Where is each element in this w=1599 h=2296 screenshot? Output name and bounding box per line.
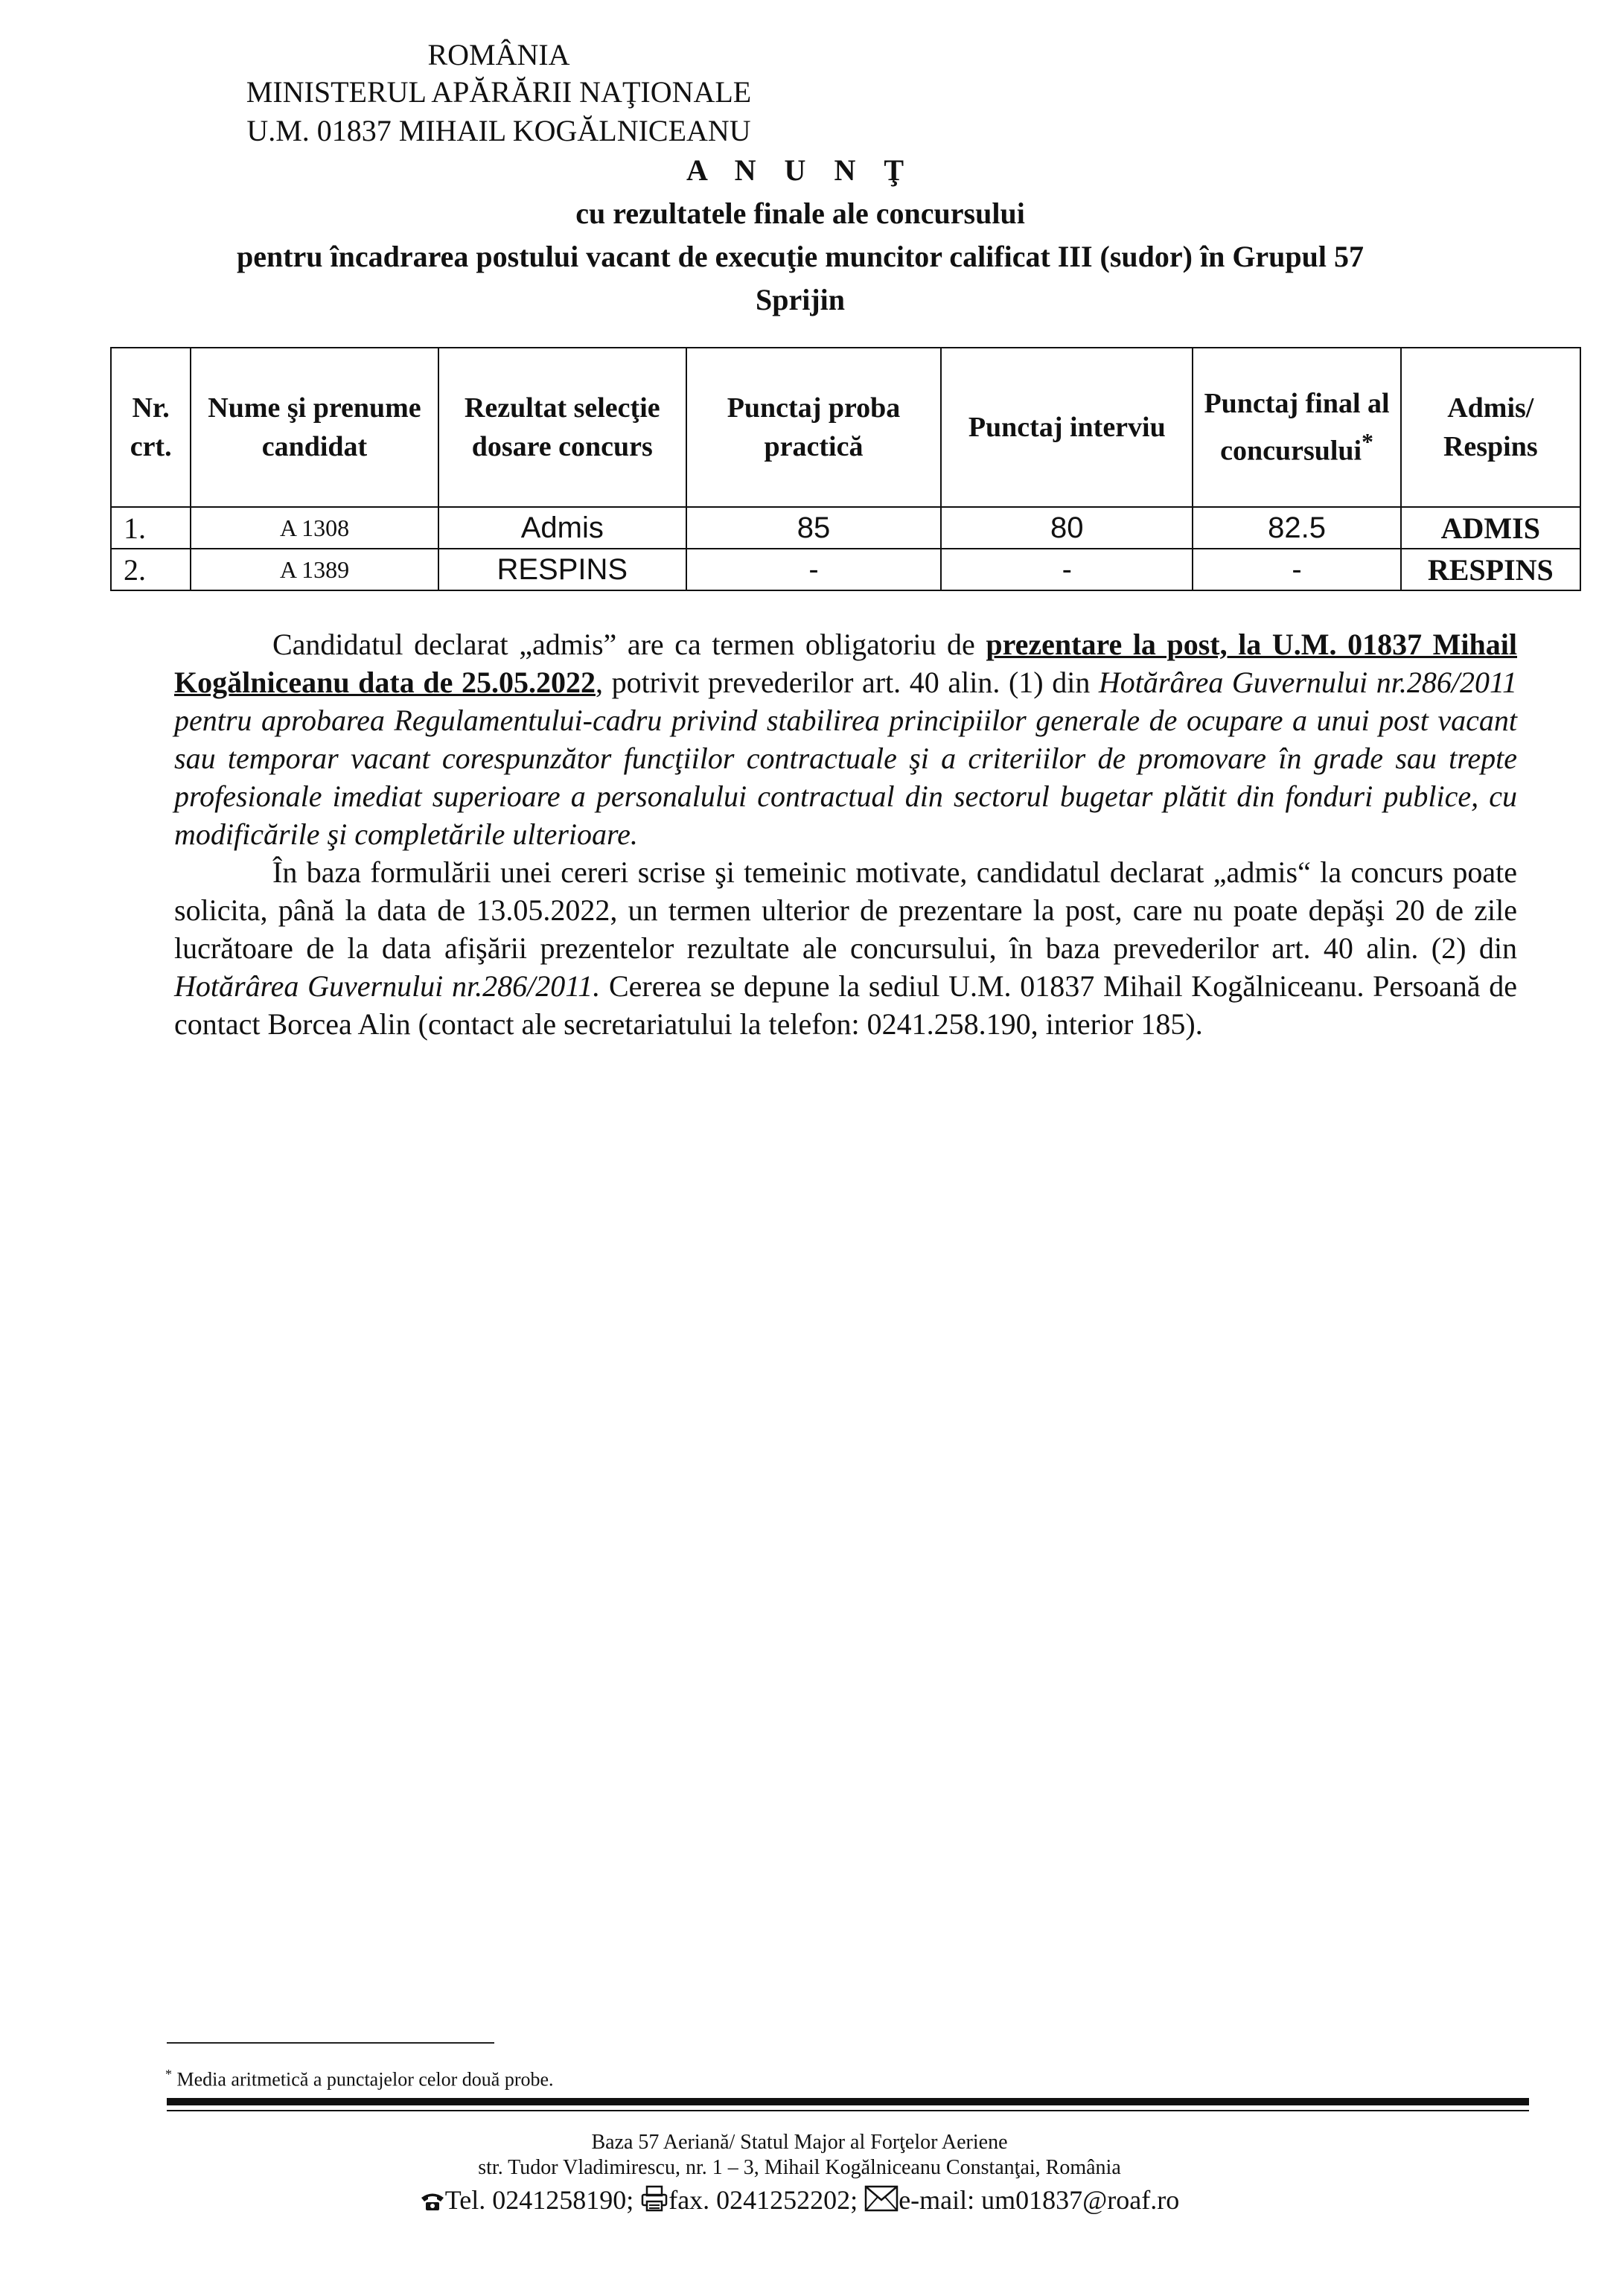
presentation-deadline: prezentare la post, la U.M. 01837 Mihail Kogălniceanu data de 25.05.2022 [174, 628, 1517, 699]
table-row [111, 549, 1580, 590]
footer-divider-thick [167, 2098, 1529, 2105]
paragraph-presentation: Candidatul declarat „admis” are ca termen obligatoriu de prezentare la post, la U.M. 01837 Mihail Kogălniceanu data de 25.05.2022, potrivit prevederilor art. 40 alin. (1) din Hotărârea Guvernului nr.286/2011 pentru aprobarea Regulamentului-cadru privind stabilirea principiilor generale de ocupare a unui post vacant sau temporar vacant corespunzător funcţiilor contractuale şi a criteriilor de promovare în grade sau trepte profesionale imediat superioare a personalului contractual din sectorul bugetar plătit din fonduri publice, cu modificările şi completările ulterioare. [174, 628, 1517, 851]
footer-organization: Baza 57 Aeriană/ Statul Major al Forţelor Aeriene [591, 2131, 1008, 2154]
title-group: Sprijin [755, 283, 846, 316]
cell-nr: 2. [111, 549, 191, 590]
envelope-icon [864, 2185, 899, 2219]
cell-status: ADMIS [1401, 507, 1580, 549]
footer-fax: fax. 0241252202; [668, 2185, 858, 2215]
title-position: pentru încadrarea postului vacant de execuţie muncitor calificat III (sudor) în Grupul 57 [236, 240, 1365, 273]
header-status: Admis/ Respins [1401, 348, 1580, 507]
table-header-row [111, 348, 1580, 507]
header-final: Punctaj final al concursului* [1193, 348, 1400, 507]
header-practical: Punctaj proba practică [686, 348, 941, 507]
cell-candidate-code: A 1389 [191, 549, 438, 590]
cell-final: 82.5 [1193, 507, 1400, 549]
legal-reference: Hotărârea Guvernului nr.286/2011 pentru aprobarea Regulamentului-cadru privind stabilirea principiilor generale de ocupare a unui post vacant sau temporar vacant corespunzător funcţiilor contractuale şi a criteriilor de promovare în grade sau trepte profesionale imediat superioare a personalului contractual din sectorul bugetar plătit din fonduri publice, cu modificările şi completările ulterioare. [174, 666, 1517, 851]
footer-address: str. Tudor Vladimirescu, nr. 1 – 3, Mihail Kogălniceanu Constanţai, România [478, 2156, 1121, 2179]
results-table [110, 347, 1581, 591]
header-unit: U.M. 01837 MIHAIL KOGĂLNICEANU [246, 114, 751, 147]
cell-selection: RESPINS [438, 549, 686, 590]
header-nr: Nr. crt. [111, 348, 191, 507]
footnote-separator [167, 2042, 494, 2044]
cell-interview: 80 [941, 507, 1193, 549]
cell-interview: - [941, 549, 1193, 590]
cell-practical: 85 [686, 507, 941, 549]
header-ministry: MINISTERUL APĂRĂRII NAŢIONALE [246, 75, 752, 109]
fax-icon [640, 2185, 668, 2219]
cell-candidate-code: A 1308 [191, 507, 438, 549]
title-anunt: A N U N Ţ [686, 153, 915, 187]
paragraph-extension: În baza formulării unei cereri scrise şi temeinic motivate, candidatul declarat „admis“ la concurs poate solicita, până la data de 13.05.2022, un termen ulterior de prezentare la post, care nu poate depăşi 20 de zile lucrătoare de la data afişării prezentelor rezultate ale concursului, în baza prevederilor art. 40 alin. (2) din Hotărârea Guvernului nr.286/2011. Cererea se depune la sediul U.M. 01837 Mihail Kogălniceanu. Persoană de contact Borcea Alin (contact ale secretariatului la telefon: 0241.258.190, interior 185). [174, 855, 1517, 1041]
footer-contacts [0, 2184, 1599, 2219]
footnote-marker: * [1362, 429, 1373, 456]
phone-icon [420, 2187, 445, 2219]
cell-practical: - [686, 549, 941, 590]
footer-divider-thin [167, 2110, 1529, 2111]
header-country: ROMÂNIA [427, 38, 570, 71]
footer-phone[interactable]: Tel. 0241258190; [444, 2185, 634, 2215]
cell-final: - [1193, 549, 1400, 590]
header-interview: Punctaj interviu [941, 348, 1193, 507]
table-row [111, 507, 1580, 549]
announcement-body [174, 625, 1517, 1043]
legal-reference: Hotărârea Guvernului nr.286/2011. [174, 969, 601, 1003]
announcement-title [112, 149, 1489, 322]
cell-nr: 1. [111, 507, 191, 549]
header-name: Nume şi prenume candidat [191, 348, 438, 507]
footer-email[interactable]: e-mail: um01837@roaf.ro [899, 2185, 1180, 2215]
title-subtitle: cu rezultatele finale ale concursului [575, 197, 1025, 230]
header-selection: Rezultat selecţie dosare concurs [438, 348, 686, 507]
cell-status: RESPINS [1401, 549, 1580, 590]
footnote: * Media aritmetică a punctajelor celor două probe. [165, 2067, 554, 2091]
cell-selection: Admis [438, 507, 686, 549]
